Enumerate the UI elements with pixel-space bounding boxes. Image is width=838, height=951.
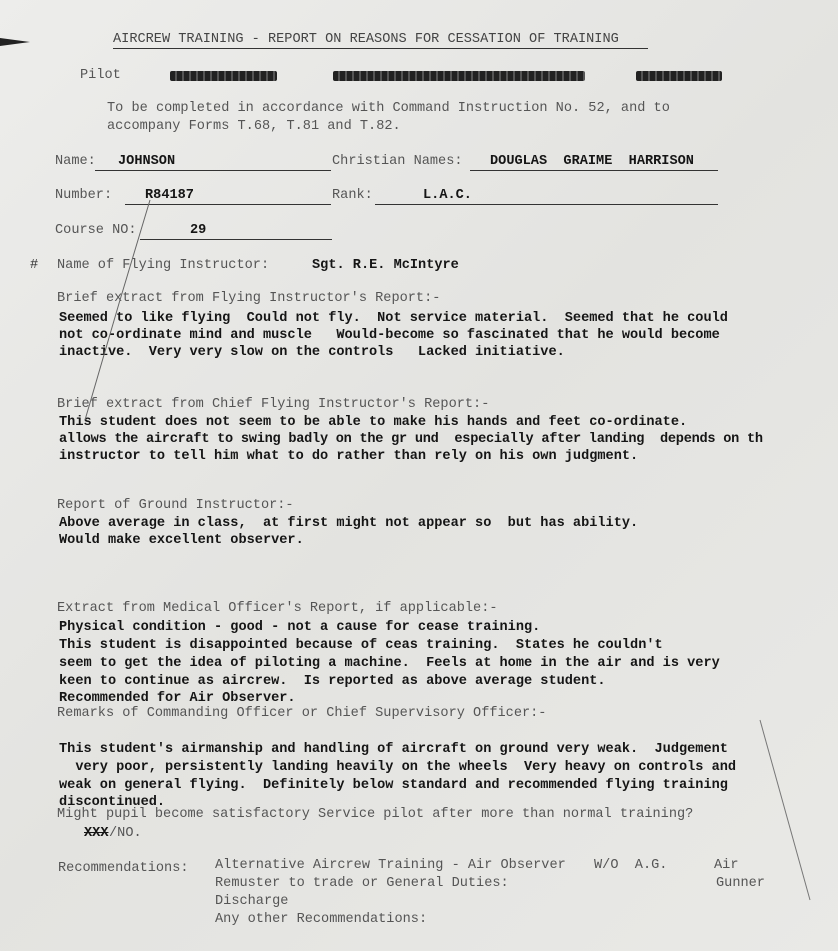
medical-report-line: keen to continue as aircrew. Is reported as above average student. <box>59 674 606 689</box>
chief-report-line: This student does not seem to be able to make his hands and feet co-ordinate. <box>59 415 688 430</box>
flying-report-line: inactive. Very very slow on the controls Lacked initiative. <box>59 345 565 360</box>
medical-report-line: Recommended for Air Observer. <box>59 691 296 706</box>
co-remarks-line: discontinued. <box>59 795 166 810</box>
instructor-label: Name of Flying Instructor: <box>57 258 270 273</box>
name-label: Name: <box>55 154 96 169</box>
document-title: AIRCREW TRAINING - REPORT ON REASONS FOR CESSATION OF TRAINING <box>113 32 619 47</box>
medical-report-line: This student is disappointed because of ceas training. States he couldn't <box>59 638 663 653</box>
arrow-mark <box>0 38 30 46</box>
ground-report-line: Would make excellent observer. <box>59 533 304 548</box>
flying-report-line: Seemed to like flying Could not fly. Not service material. Seemed that he could <box>59 311 728 326</box>
pencil-line <box>85 200 150 420</box>
recommendation-item: Remuster to trade or General Duties: <box>215 876 509 891</box>
chief-report-line: allows the aircraft to swing badly on the gr und especially after landing depends on th <box>59 432 763 447</box>
co-remarks-line: very poor, persistently landing heavily on the wheels Very heavy on controls and <box>59 760 737 775</box>
recommendation-item: Any other Recommendations: <box>215 912 428 927</box>
name-value: JOHNSON <box>118 154 176 169</box>
rank-label: Rank: <box>332 188 373 203</box>
christian-names-label: Christian Names: <box>332 154 463 169</box>
course-value: 29 <box>190 223 207 238</box>
flying-report-label: Brief extract from Flying Instructor's Report:- <box>57 291 441 306</box>
number-label: Number: <box>55 188 113 203</box>
rank-value: L.A.C. <box>423 188 472 203</box>
co-remarks-label: Remarks of Commanding Officer or Chief Supervisory Officer:- <box>57 706 547 721</box>
co-remarks-line: weak on general flying. Definitely below standard and recommended flying training <box>59 778 728 793</box>
pencil-line <box>760 720 810 900</box>
chief-report-line: instructor to tell him what to do rather than rely on his own judgment. <box>59 449 639 464</box>
hash-mark: # <box>30 258 39 273</box>
instructor-value: Sgt. R.E. McIntyre <box>312 258 459 273</box>
flying-report-line: not co-ordinate mind and muscle Would-become so fascinated that he would become <box>59 328 720 343</box>
wo-ag-text: W/O A.G. <box>594 858 668 873</box>
ground-report-line: Above average in class, at first might not appear so but has ability. <box>59 516 639 531</box>
answer-no: /NO. <box>109 826 142 841</box>
number-value: R84187 <box>145 188 194 203</box>
ground-report-label: Report of Ground Instructor:- <box>57 498 294 513</box>
instruction-line: To be completed in accordance with Command Instruction No. 52, and to <box>107 101 670 116</box>
christian-names-value: DOUGLAS GRAIME HARRISON <box>490 154 694 169</box>
medical-report-label: Extract from Medical Officer's Report, if applicable:- <box>57 601 498 616</box>
medical-report-line: seem to get the idea of piloting a machine. Feels at home in the air and is very <box>59 656 720 671</box>
medical-report-line: Physical condition - good - not a cause for cease training. <box>59 620 541 635</box>
question-text: Might pupil become satisfactory Service pilot after more than normal training? <box>57 807 694 822</box>
co-remarks-line: This student's airmanship and handling of aircraft on ground very weak. Judgement <box>59 742 728 757</box>
instruction-line: accompany Forms T.68, T.81 and T.82. <box>107 119 401 134</box>
recommendation-item: Alternative Aircrew Training - Air Observer <box>215 858 566 873</box>
pilot-label: Pilot <box>80 68 121 83</box>
air-text: Air <box>714 858 739 873</box>
gunner-text: Gunner <box>716 876 765 891</box>
answer-struck: XXX <box>84 826 109 841</box>
recommendation-item: Discharge <box>215 894 289 909</box>
chief-report-label: Brief extract from Chief Flying Instructor's Report:- <box>57 397 490 412</box>
course-label: Course NO: <box>55 223 137 238</box>
recommendations-label: Recommendations: <box>58 861 189 876</box>
